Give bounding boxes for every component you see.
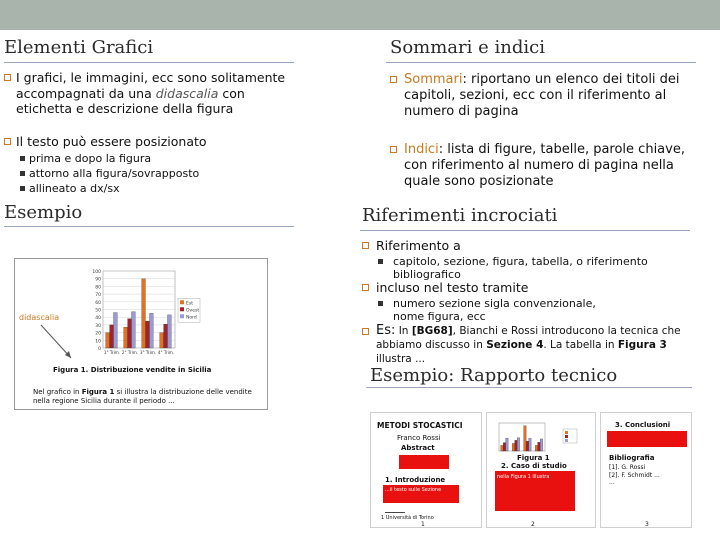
sub-bullet-icon (20, 171, 25, 176)
report-title: METODI STOCASTICI (377, 421, 463, 430)
slide-title-rapporto: Esempio: Rapporto tecnico (370, 365, 618, 386)
bar-est (142, 279, 146, 348)
bar-nord (517, 438, 519, 451)
bar-est (106, 333, 110, 348)
legend-label: Nord (186, 315, 197, 321)
bullet-text: Il testo può essere posizionato (16, 134, 207, 149)
bar-est (124, 327, 128, 348)
y-tick-label: 70 (95, 293, 101, 299)
bar-nord (150, 313, 154, 348)
bar-ovest (526, 441, 528, 451)
bibliography-more: ... (609, 479, 615, 486)
bullet-square-icon (4, 74, 11, 81)
bullet-square-icon (362, 284, 369, 291)
y-tick-label: 60 (95, 300, 101, 306)
bullet-square-icon (4, 138, 11, 145)
title-underline (386, 62, 696, 63)
figure-example-frame (14, 258, 268, 410)
case-study-heading: 2. Caso di studio (501, 462, 567, 470)
report-abstract-heading: Abstract (401, 444, 435, 452)
bullet-esempio (362, 324, 702, 366)
page-number: 3 (645, 521, 649, 528)
bar-est (512, 443, 514, 451)
mini-bar-chart (487, 417, 597, 457)
x-tick-label: 4° Trim. (157, 350, 175, 355)
body-text-post: si illustra la distribuzione delle vendite nella regione Sicilia durante il periodo ... (33, 388, 252, 405)
bullet-indici (390, 142, 700, 190)
es-text: illustra ... (376, 353, 426, 365)
y-tick-label: 80 (95, 285, 101, 291)
slide-title-sommari: Sommari e indici (390, 37, 545, 58)
bar-ovest (538, 442, 540, 451)
didascalia-term: didascalia (155, 85, 219, 101)
es-label: Es: (376, 323, 396, 338)
bullet-square-icon (390, 146, 397, 153)
footnote-rule (385, 512, 405, 513)
sub-bullet-3 (20, 182, 120, 195)
bullet-text-post: con etichetta e descrizione della figura (16, 85, 245, 116)
body-text-pre: Nel grafico in (33, 388, 82, 396)
case-study-text: nella Figura 1 illustra (497, 474, 550, 480)
y-tick-label: 90 (95, 277, 101, 283)
bibliography-entry: [1]. G. Rossi (609, 464, 646, 471)
top-bar (0, 0, 720, 30)
es-citation: [BG68] (411, 325, 453, 337)
bar-ovest (515, 440, 517, 451)
sommari-text: : riportano un elenco dei titoli dei capitoli, sezioni, ecc con il riferimento al numero di pagina (404, 72, 680, 119)
sub-bullet-incluso (378, 297, 608, 323)
legend-swatch (180, 307, 184, 311)
y-tick-label: 0 (98, 347, 101, 352)
bullet-square-icon (362, 328, 369, 335)
bar-ovest (110, 325, 114, 348)
indici-keyword: Indici (404, 142, 439, 157)
abstract-block (399, 455, 449, 469)
y-tick-label: 50 (95, 308, 101, 314)
bar-nord (529, 438, 531, 451)
report-author: Franco Rossi (397, 434, 441, 442)
bar-nord (506, 438, 508, 451)
bar-nord (168, 315, 172, 348)
bar-ovest (128, 319, 132, 348)
legend-swatch (180, 300, 184, 304)
sub-bullet-text: prima e dopo la figura (29, 152, 152, 165)
bar-nord (540, 439, 542, 451)
legend-swatch (180, 314, 184, 318)
bar-ovest (164, 324, 168, 348)
bullet-grafici (4, 70, 294, 117)
sub-bullet-riferimento (378, 255, 678, 281)
x-tick-label: 1° Trim. (103, 350, 121, 355)
didascalia-label: didascalia (19, 313, 60, 322)
sub-bullet-icon (20, 186, 25, 191)
bar-est (524, 426, 526, 451)
x-tick-label: 3° Trim. (139, 350, 157, 355)
bibliography-heading: Bibliografia (609, 454, 655, 462)
conclusions-block (607, 431, 687, 447)
sommari-keyword: Sommari (404, 72, 463, 87)
bibliography-entry: [2]. F. Schmidt ... (609, 472, 660, 479)
sub-bullet-icon (20, 156, 25, 161)
bullet-text: Riferimento a (376, 238, 461, 253)
slide-title-riferimenti: Riferimenti incrociati (362, 205, 558, 226)
bullet-square-icon (390, 76, 397, 83)
es-text: . La tabella in (543, 339, 618, 351)
bullet-testo-posizionato (4, 134, 294, 150)
page-number: 1 (421, 521, 425, 528)
es-figure-ref: Figura 3 (617, 339, 667, 351)
report-page-2 (486, 412, 596, 528)
y-tick-label: 20 (95, 331, 101, 337)
bullet-sommari (390, 72, 700, 120)
es-text: In (395, 325, 412, 337)
legend-label: Ovest (186, 308, 200, 314)
figure-body-text (33, 388, 263, 406)
title-underline (360, 230, 690, 231)
bullet-riferimento (362, 238, 461, 254)
sub-bullet-1 (20, 152, 151, 165)
bar-nord (132, 312, 136, 348)
sub-bullet-text: allineato a dx/sx (29, 182, 120, 195)
title-underline (366, 387, 692, 388)
bar-est (501, 445, 503, 451)
mini-figure-caption: Figura 1 (517, 454, 550, 462)
y-tick-label: 100 (92, 270, 101, 275)
bullet-square-icon (362, 242, 369, 249)
report-page-3 (600, 412, 692, 528)
y-tick-label: 30 (95, 323, 101, 329)
sub-bullet-text: capitolo, sezione, figura, tabella, o riferimento bibliografico (393, 255, 648, 281)
indici-text: : lista di figure, tabelle, parole chiave, con riferimento al numero di pagina nella quale sono posizionate (404, 142, 685, 189)
mini-legend-swatch (565, 431, 568, 434)
body-figure-ref: Figura 1 (81, 388, 115, 396)
bar-est (160, 333, 164, 348)
bar-est (535, 445, 537, 451)
bar-ovest (146, 321, 150, 348)
title-underline (4, 226, 294, 227)
x-tick-label: 2° Trim. (121, 350, 139, 355)
title-underline (4, 62, 294, 63)
y-tick-label: 10 (95, 339, 101, 345)
page-number: 2 (531, 521, 535, 528)
slide-title-elementi-grafici: Elementi Grafici (4, 37, 154, 58)
slide-title-esempio: Esempio (4, 202, 83, 223)
sub-bullet-icon (378, 301, 383, 306)
mini-legend-swatch (565, 435, 568, 438)
sub-bullet-2 (20, 167, 199, 180)
y-tick-label: 40 (95, 316, 101, 322)
sub-bullet-icon (378, 259, 383, 264)
sub-bullet-text: numero sezione sigla convenzionale, nome figura, ecc (393, 297, 596, 323)
es-section-ref: Sezione 4 (486, 339, 544, 351)
bullet-text-pre: I grafici, le immagini, ecc sono solitamente accompagnati da una (16, 70, 286, 101)
figure-caption: Figura 1. Distribuzione vendite in Sicilia (53, 366, 212, 374)
bullet-incluso (362, 280, 528, 296)
es-text: , Bianchi e Rossi introducono la tecnica che abbiamo discusso in (376, 325, 681, 351)
mini-legend-swatch (565, 439, 568, 442)
report-page-1 (370, 412, 482, 528)
bar-ovest (503, 443, 505, 451)
report-intro-heading: 1. Introduzione (385, 476, 446, 484)
sub-bullet-text: attorno alla figura/sovrapposto (29, 167, 200, 180)
bar-nord (114, 313, 118, 348)
footnote-text: 1 Università di Torino (381, 515, 434, 521)
legend-label: Est (186, 301, 193, 307)
bullet-text: incluso nel testo tramite (376, 280, 529, 295)
intro-text: ...il testo sulle Sezione (385, 487, 442, 493)
conclusions-heading: 3. Conclusioni (615, 421, 671, 429)
